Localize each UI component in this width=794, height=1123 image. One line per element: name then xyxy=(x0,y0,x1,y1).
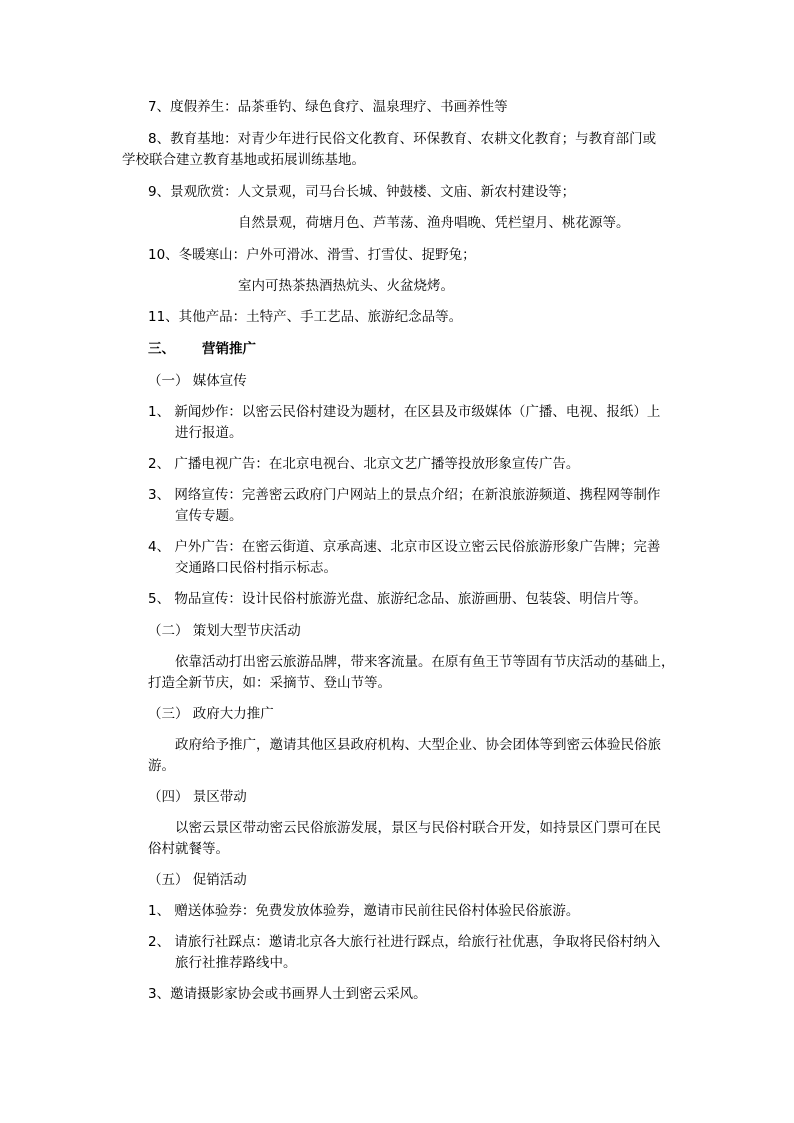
media-item-3-line2: 宣传专题。 xyxy=(175,508,243,524)
promo-item-2-line2: 旅行社推荐路线中。 xyxy=(175,955,297,971)
item-10-line1: 10、冬暖寒山：户外可滑冰、滑雪、打雪仗、捉野兔； xyxy=(148,247,476,263)
media-item-5: 5、 物品宣传：设计民俗村旅游光盘、旅游纪念品、旅游画册、包装袋、明信片等。 xyxy=(148,591,647,607)
promo-item-1: 1、 赠送体验券：免费发放体验券，邀请市民前往民俗村体验民俗旅游。 xyxy=(148,903,580,919)
promo-item-2-line1: 2、 请旅行社踩点：邀请北京各大旅行社进行踩点，给旅行社优惠，争取将民俗村纳入 xyxy=(148,934,661,950)
promo-item-3: 3、邀请摄影家协会或书画界人士到密云采风。 xyxy=(148,986,427,1002)
media-item-1-line1: 1、 新闻炒作：以密云民俗村建设为题材，在区县及市级媒体（广播、电视、报纸）上 xyxy=(148,404,661,420)
item-9-line1: 9、景观欣赏：人文景观，司马台长城、钟鼓楼、文庙、新农村建设等； xyxy=(148,184,576,200)
media-item-1-line2: 进行报道。 xyxy=(175,425,243,441)
item-8-line1: 8、教育基地：对青少年进行民俗文化教育、环保教育、农耕文化教育；与教育部门或 xyxy=(148,131,657,147)
media-item-4-line1: 4、 户外广告：在密云街道、京承高速、北京市区设立密云民俗旅游形象广告牌；完善 xyxy=(148,539,661,555)
promo-heading: （五） 促销活动 xyxy=(148,872,247,888)
scenic-paragraph-line1: 以密云景区带动密云民俗旅游发展，景区与民俗村联合开发，如持景区门票可在民 xyxy=(175,820,661,836)
item-10-line2: 室内可热茶热酒热炕头、火盆烧烤。 xyxy=(238,278,454,294)
festival-paragraph-line1: 依靠活动打出密云旅游品牌，带来客流量。在原有鱼王节等固有节庆活动的基础上， xyxy=(175,654,675,670)
scenic-paragraph-line2: 俗村就餐等。 xyxy=(148,841,229,857)
media-item-4-line2: 交通路口民俗村指示标志。 xyxy=(175,560,337,576)
festival-heading: （二） 策划大型节庆活动 xyxy=(148,623,301,639)
gov-paragraph-line1: 政府给予推广，邀请其他区县政府机构、大型企业、协会团体等到密云体验民俗旅 xyxy=(175,737,661,753)
media-heading: （一） 媒体宣传 xyxy=(148,373,247,389)
gov-heading: （三） 政府大力推广 xyxy=(148,706,274,722)
item-8-line2: 学校联合建立教育基地或拓展训练基地。 xyxy=(122,152,365,168)
media-item-2: 2、 广播电视广告：在北京电视台、北京文艺广播等投放形象宣传广告。 xyxy=(148,456,580,472)
media-item-3-line1: 3、 网络宣传：完善密云政府门户网站上的景点介绍；在新浪旅游频道、携程网等制作 xyxy=(148,487,661,503)
item-7: 7、度假养生：品茶垂钓、绿色食疗、温泉理疗、书画养性等 xyxy=(148,99,508,115)
gov-paragraph-line2: 游。 xyxy=(148,758,175,774)
scenic-heading: （四） 景区带动 xyxy=(148,789,247,805)
section-3-number: 三、 xyxy=(148,341,175,357)
festival-paragraph-line2: 打造全新节庆，如：采摘节、登山节等。 xyxy=(148,675,391,691)
item-11: 11、其他产品：土特产、手工艺品、旅游纪念品等。 xyxy=(148,309,463,325)
item-9-line2: 自然景观，荷塘月色、芦苇荡、渔舟唱晚、凭栏望月、桃花源等。 xyxy=(238,215,630,231)
section-3-title: 营销推广 xyxy=(202,341,256,357)
